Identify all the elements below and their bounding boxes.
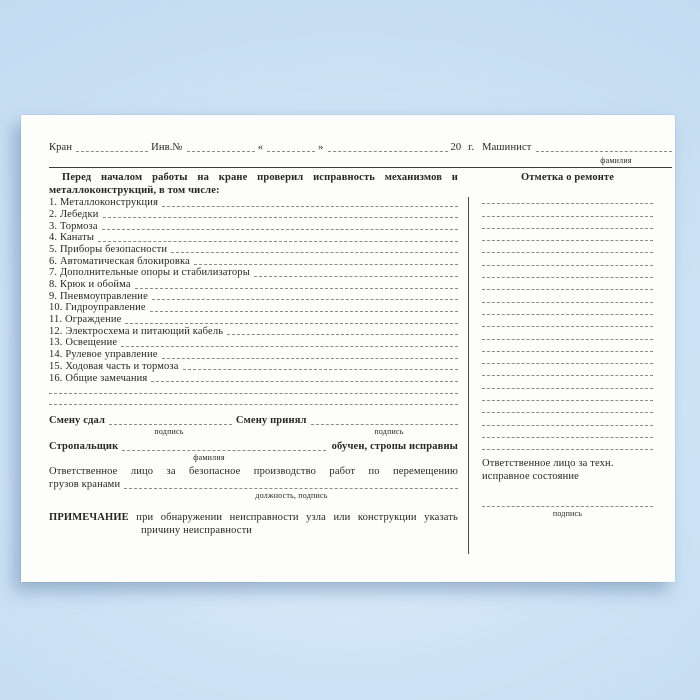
operator-blank-line xyxy=(536,151,672,152)
checklist-item-blank-line xyxy=(162,358,458,359)
checklist-item-row xyxy=(49,337,458,349)
signature-caption: подпись xyxy=(374,427,404,437)
date-quote-close: » xyxy=(318,142,324,153)
checklist-item-blank-line xyxy=(150,311,458,312)
checklist-items xyxy=(49,197,458,407)
repair-blank-line xyxy=(482,376,653,388)
note-text: при обнаружении неисправности узла или конструкции указать xyxy=(136,512,458,524)
signature-caption: подпись xyxy=(552,509,583,519)
form-body-columns xyxy=(49,171,672,537)
inventory-blank-line xyxy=(187,151,255,152)
checklist-item-label: 12. Электросхема и питающий кабель xyxy=(49,325,224,337)
signature-caption: подпись xyxy=(154,427,184,437)
date-day-blank-line xyxy=(267,151,315,152)
checklist-item-label: 1. Металлоконструкция xyxy=(49,197,159,209)
checklist-item-row xyxy=(49,267,458,279)
responsible-safety-line2 xyxy=(49,478,458,491)
checklist-item-label: 6. Автоматическая блокировка xyxy=(49,255,190,267)
repair-blank-line xyxy=(482,278,653,290)
year-label: 20 г. xyxy=(450,142,475,153)
checklist-intro-line1: Перед началом работы на кране проверил исправность механизмов и xyxy=(62,172,458,183)
crane-blank-line xyxy=(76,151,148,152)
responsible-tech-line2: исправное состояние xyxy=(482,471,579,483)
checklist-item-blank-line xyxy=(102,229,458,230)
shift-accepted-label: Смену принял xyxy=(235,415,307,427)
repair-blank-line xyxy=(482,266,653,278)
header-rule xyxy=(49,167,672,168)
inventory-number-label: Инв.№ xyxy=(151,142,183,153)
responsible-safety-line2-label: грузов кранами xyxy=(49,479,121,491)
checklist-item-label: 4. Канаты xyxy=(49,232,95,244)
shift-handed-label: Смену сдал xyxy=(49,415,106,427)
column-divider-line xyxy=(468,197,469,554)
checklist-item-blank-line xyxy=(194,264,458,265)
checklist-item-label: 14. Рулевое управление xyxy=(49,349,158,361)
slinger-blank-line xyxy=(122,450,325,451)
repair-blank-line xyxy=(482,426,653,438)
checklist-item-blank-line xyxy=(254,276,458,277)
checklist-item-row xyxy=(49,372,458,384)
repair-blank-line xyxy=(482,253,653,265)
repair-blank-line xyxy=(482,192,653,204)
checklist-intro-line2: металлоконструкций, в том числе: xyxy=(49,185,220,196)
checklist-item-label: 15. Ходовая часть и тормоза xyxy=(49,360,179,372)
repair-blank-line xyxy=(482,352,653,364)
checklist-item-row xyxy=(49,349,458,361)
blank-line xyxy=(49,404,458,405)
responsible-safety-caption-row xyxy=(49,491,458,501)
repair-blank-lines xyxy=(482,192,653,450)
repair-blank-line xyxy=(482,413,653,425)
date-month-blank-line xyxy=(328,151,448,152)
operator-label: Машинист xyxy=(482,142,532,153)
slinger-note: обучен, стропы исправны xyxy=(331,441,458,453)
checklist-item-label: 3. Тормоза xyxy=(49,220,98,232)
checklist-item-blank-line xyxy=(227,334,458,335)
checklist-item-row xyxy=(49,232,458,244)
checklist-item-label: 2. Лебедки xyxy=(49,208,99,220)
repair-blank-line xyxy=(482,290,653,302)
checklist-item-label: 7. Дополнительные опоры и стабилизаторы xyxy=(49,267,250,279)
note-label: ПРИМЕЧАНИЕ xyxy=(49,512,129,524)
checklist-item-label: 10. Гидроуправление xyxy=(49,302,146,314)
shift-accepted-blank-line xyxy=(311,424,458,425)
repair-blank-line xyxy=(482,229,653,241)
repair-blank-line xyxy=(482,217,653,229)
repair-column-title: Отметка о ремонте xyxy=(520,172,615,183)
checklist-item-blank-line xyxy=(103,217,459,218)
repair-blank-line xyxy=(482,401,653,413)
surname-caption: фамилия xyxy=(600,156,632,165)
checklist-item-blank-line xyxy=(171,252,458,253)
checklist-extra-blank-row xyxy=(49,396,458,408)
repair-blank-line xyxy=(482,327,653,339)
responsible-safety-blank-line xyxy=(124,488,458,489)
repair-blank-line xyxy=(482,389,653,401)
checklist-item-label: 9. Пневмоуправление xyxy=(49,290,148,302)
date-quote-open: « xyxy=(257,142,264,153)
position-signature-caption: должность, подпись xyxy=(255,491,328,501)
slinger-row xyxy=(49,440,458,453)
checklist-item-row xyxy=(49,220,458,232)
checklist-item-label: 5. Приборы безопасности xyxy=(49,243,168,255)
repair-blank-line xyxy=(482,303,653,315)
checklist-item-blank-line xyxy=(125,323,458,324)
checklist-item-label: 16. Общие замечания xyxy=(49,372,148,384)
checklist-item-row xyxy=(49,279,458,291)
checklist-item-blank-line xyxy=(151,381,458,382)
checklist-item-blank-line xyxy=(135,288,458,289)
responsible-safety-line1: Ответственное лицо за безопасное производство работ по перемещению xyxy=(49,466,458,478)
form-header-row xyxy=(49,141,672,154)
checklist-item-label: 13. Освещение xyxy=(49,337,118,349)
surname-caption: фамилия xyxy=(193,453,225,463)
shift-handover-row xyxy=(49,414,458,427)
checklist-item-row xyxy=(49,326,458,338)
slinger-caption-row xyxy=(49,453,458,463)
slinger-label: Стропальщик xyxy=(49,441,119,453)
checklist-item-label: 8. Крюк и обойма xyxy=(49,279,131,290)
checklist-item-row xyxy=(49,197,458,209)
checklist-item-blank-line xyxy=(152,299,458,300)
checklist-item-row xyxy=(49,302,458,314)
crane-shift-log-form xyxy=(21,115,675,582)
checklist-column xyxy=(49,171,458,537)
checklist-item-label: 11. Ограждение xyxy=(49,314,122,326)
checklist-item-blank-line xyxy=(98,241,458,242)
shift-handed-blank-line xyxy=(109,424,232,425)
tech-signature-blank-line xyxy=(482,495,653,507)
checklist-item-blank-line xyxy=(162,206,458,207)
repair-blank-line xyxy=(482,241,653,253)
repair-blank-line xyxy=(482,315,653,327)
note-line2: причину неисправности xyxy=(141,525,253,537)
checklist-item-row xyxy=(49,361,458,373)
checklist-item-row xyxy=(49,255,458,267)
checklist-item-blank-line xyxy=(183,369,458,370)
crane-field-label: Кран xyxy=(49,142,73,153)
repair-blank-line xyxy=(482,438,653,450)
responsible-tech-line1: Ответственное лицо за техн. xyxy=(482,458,614,470)
checklist-item-row xyxy=(49,314,458,326)
repair-blank-line xyxy=(482,340,653,352)
checklist-item-row xyxy=(49,244,458,256)
repair-blank-line xyxy=(482,204,653,216)
checklist-item-row xyxy=(49,209,458,221)
repair-column xyxy=(482,171,653,519)
checklist-item-row xyxy=(49,291,458,303)
header-caption-row xyxy=(49,154,672,166)
checklist-item-blank-line xyxy=(121,346,458,347)
checklist-extra-blank-row xyxy=(49,384,458,396)
repair-blank-line xyxy=(482,364,653,376)
note-line1 xyxy=(49,511,458,524)
shift-captions-row xyxy=(49,427,458,437)
blank-line xyxy=(49,393,458,394)
